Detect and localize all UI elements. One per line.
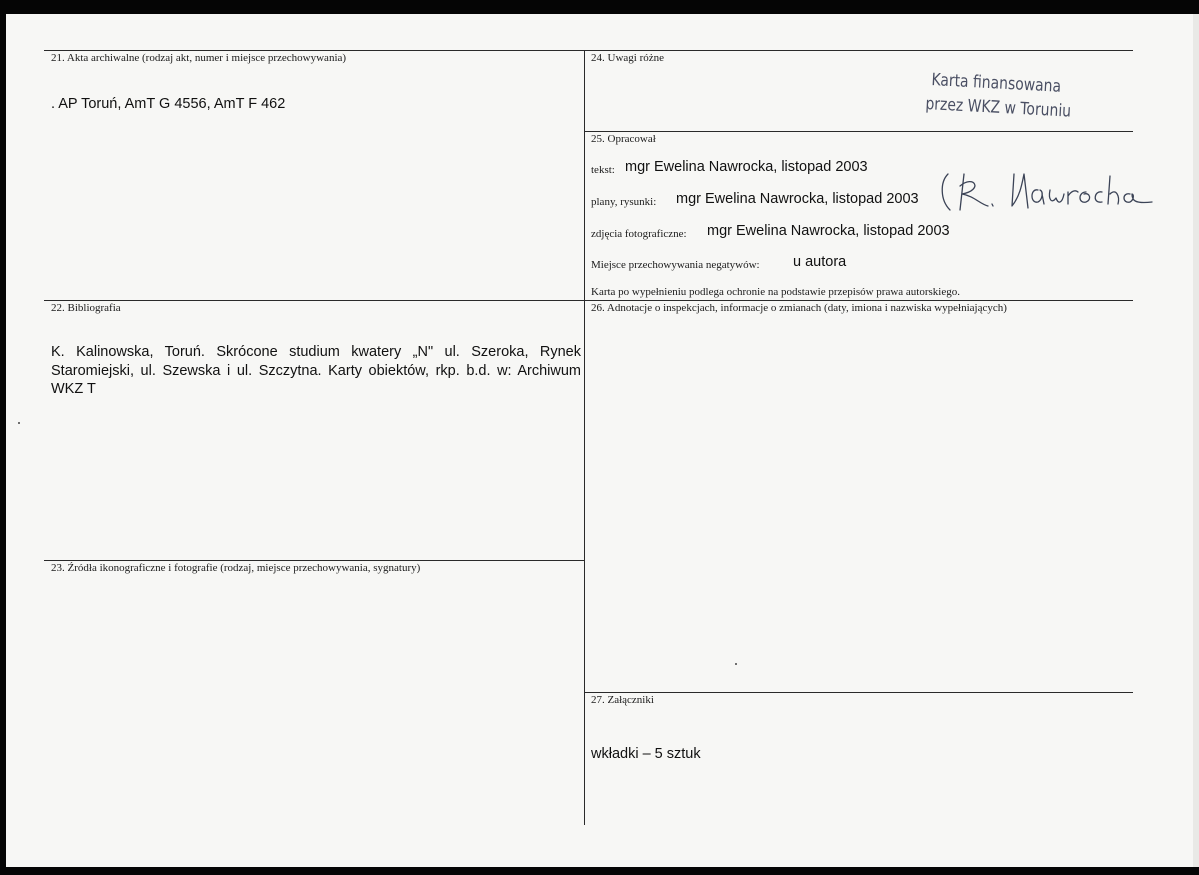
plany-label: plany, rysunki: — [591, 196, 657, 208]
section-21-value: . AP Toruń, AmT G 4556, AmT F 462 — [51, 96, 286, 112]
copyright-note: Karta po wypełnieniu podlega ochronie na podstawie przepisów prawa autorskiego. — [591, 286, 960, 298]
section-22-value: K. Kalinowska, Toruń. Skrócone studium kwatery „N" ul. Szeroka, Rynek Staromiejski, ul. Szewska i ul. Szczytna. Karty obiektów, rkp. b.d. w: Archiwum WKZ T — [51, 344, 581, 397]
section-21-label: 21. Akta archiwalne (rodzaj akt, numer i miejsce przechowywania) — [51, 52, 347, 64]
section-23-label: 23. Źródła ikonograficzne i fotografie (rodzaj, miejsce przechowywania, sygnatury) — [51, 562, 421, 574]
section-27-label: 27. Załączniki — [591, 694, 654, 706]
plany-value: mgr Ewelina Nawrocka, listopad 2003 — [676, 191, 919, 207]
handwritten-signature — [934, 160, 1154, 220]
tekst-value: mgr Ewelina Nawrocka, listopad 2003 — [625, 159, 868, 175]
tekst-label: tekst: — [591, 164, 615, 176]
section-26-label: 26. Adnotacje o inspekcjach, informacje o zmianach (daty, imiona i nazwiska wypełniających) — [591, 302, 1007, 314]
speck — [18, 422, 20, 424]
rule-26-27 — [584, 692, 1133, 693]
zdjecia-value: mgr Ewelina Nawrocka, listopad 2003 — [707, 223, 950, 239]
financing-stamp-line2: przez WKZ w Toruniu — [924, 94, 1072, 122]
rule-21-22 — [44, 300, 585, 301]
section-25-label: 25. Opracował — [591, 133, 656, 145]
rule-22-23 — [44, 560, 585, 561]
section-24-label: 24. Uwagi różne — [591, 52, 665, 64]
speck — [735, 663, 737, 665]
center-divider — [584, 50, 585, 825]
section-27-value: wkładki – 5 sztuk — [591, 746, 701, 762]
section-22-label: 22. Bibliografia — [51, 302, 121, 314]
negatywy-label: Miejsce przechowywania negatywów: — [591, 259, 760, 271]
financing-stamp-line1: Karta finansowana — [930, 70, 1062, 97]
zdjecia-label: zdjęcia fotograficzne: — [591, 228, 687, 240]
top-rule — [44, 50, 1133, 51]
sheet-edge — [1193, 14, 1199, 867]
negatywy-value: u autora — [793, 254, 847, 270]
rule-24-25 — [584, 131, 1133, 132]
rule-25-26 — [584, 300, 1133, 301]
